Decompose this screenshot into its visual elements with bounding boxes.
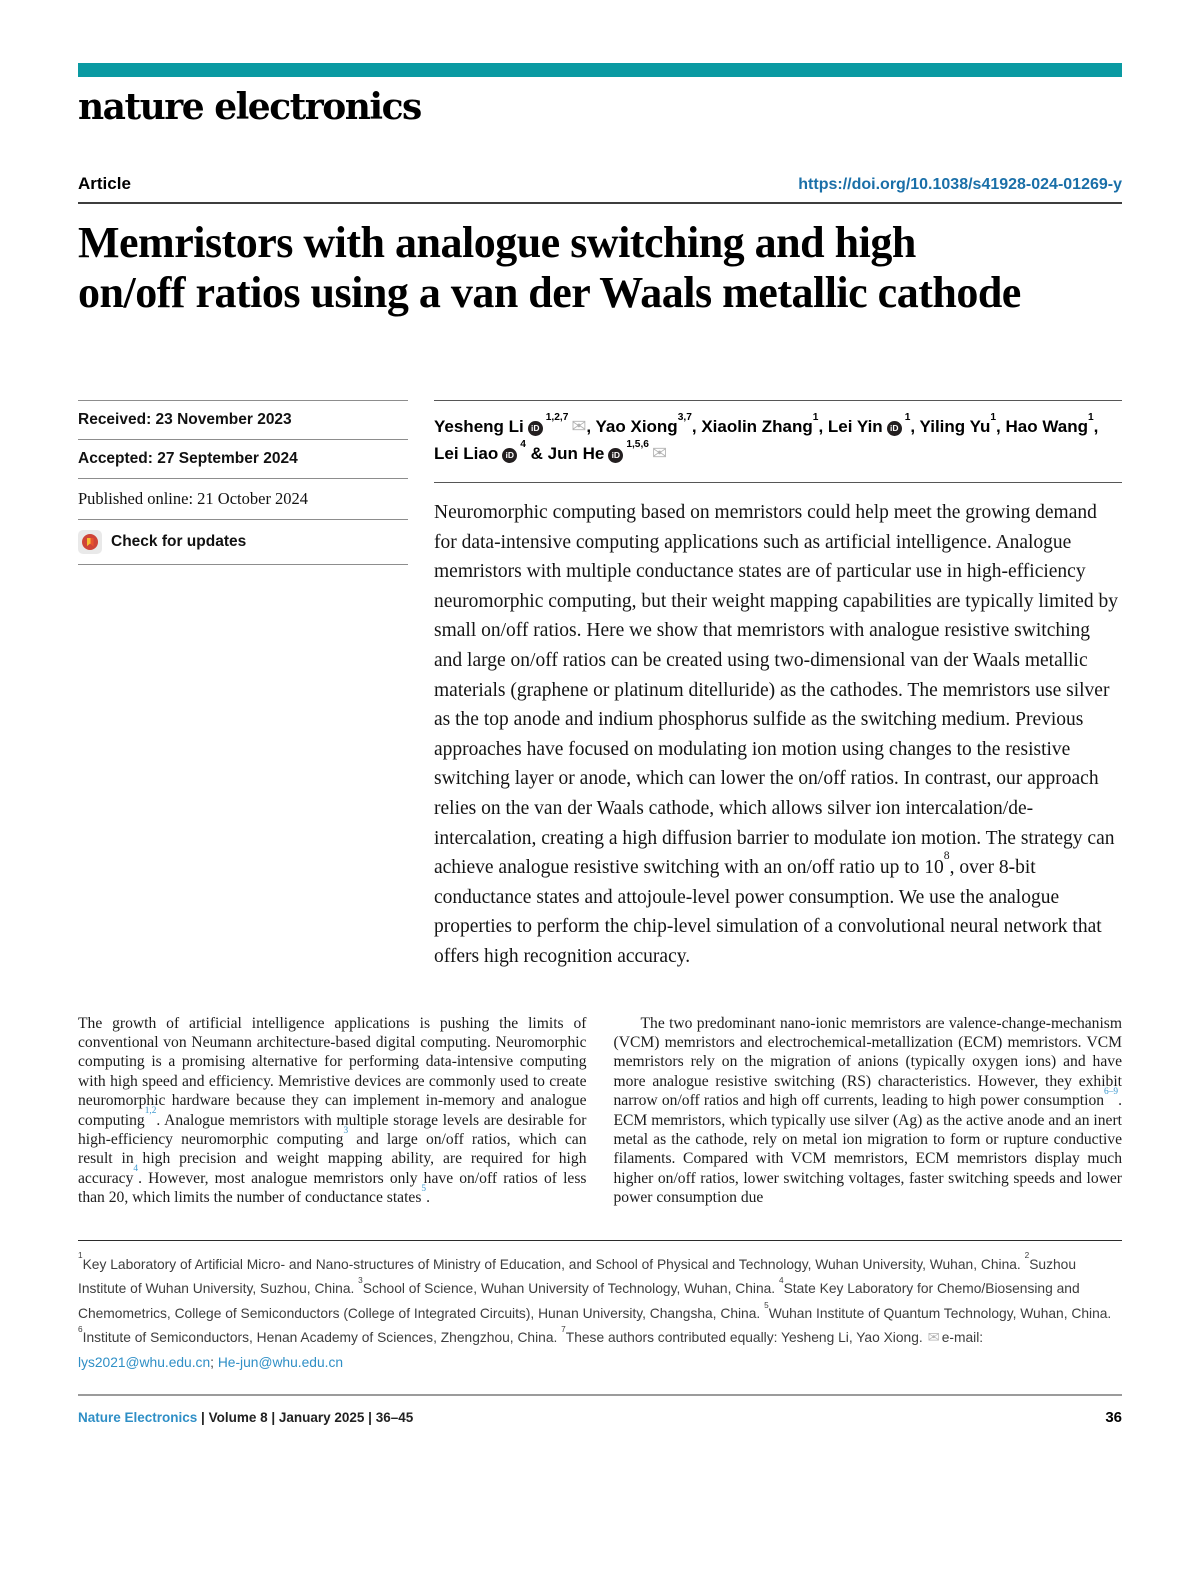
published-date: Published online: 21 October 2024: [78, 478, 408, 519]
footer-journal-link[interactable]: Nature Electronics: [78, 1409, 198, 1425]
article-type-label: Article: [78, 174, 131, 193]
superscript: 1: [904, 411, 911, 423]
superscript: 3,7: [677, 411, 692, 423]
page-footer: [78, 1394, 1122, 1426]
superscript: 2: [1024, 1251, 1030, 1261]
journal-logo: nature electronics: [78, 86, 421, 128]
body-column-left: [78, 1014, 587, 1208]
abstract: Neuromorphic computing based on memristors could help meet the growing demand for data-intensive computing applications such as artificial intelligence. Analogue memristors with multiple conductance states are of particular use in high-efficiency neuromorphic computing, but their weight mapping capabilities are typically limited by small on/off ratios. Here we show that memristors with analogue resistive switching and large on/off ratios can be created using two-dimensional van der Waals metallic materials (graphene or platinum ditelluride) as the cathodes. The memristors use silver as the top anode and indium phosphorus sulfide as the switching medium. Previous approaches have focused on modulating ion motion using changes to the resistive switching layer or anode, which can lower the on/off ratios. In contrast, our approach relies on the van der Waals cathode, which allows silver ion intercalation/de-intercalation, creating a high diffusion barrier to modulate ion motion. The strategy can achieve analogue resistive switching with an on/off ratio up to $10^8$, over 8-bit conductance states and attojoule-level power consumption. We use the analogue properties to perform the chip-level simulation of a convolutional neural network that offers high recognition accuracy.: [434, 482, 1122, 972]
orcid-icon[interactable]: iD: [887, 421, 902, 436]
received-date: Received: 23 November 2023: [78, 400, 408, 439]
citation-ref[interactable]: 4: [133, 1164, 139, 1175]
superscript: 1,2,7: [545, 411, 569, 423]
citation-ref[interactable]: 5: [421, 1183, 427, 1194]
brand-accent-bar: [78, 63, 1122, 77]
superscript: 4: [778, 1276, 784, 1286]
superscript: 1: [812, 411, 819, 423]
email-link[interactable]: He-jun@whu.edu.cn: [217, 1354, 344, 1370]
superscript: 1: [990, 411, 997, 423]
email-icon[interactable]: ✉: [927, 1330, 940, 1347]
superscript: 1,5,6: [626, 438, 649, 450]
citation-ref[interactable]: 6–9: [1104, 1086, 1119, 1097]
superscript: 1: [1087, 411, 1094, 423]
orcid-icon[interactable]: iD: [528, 421, 543, 436]
orcid-icon[interactable]: iD: [608, 448, 623, 463]
body-text: [78, 1014, 1122, 1208]
email-link[interactable]: lys2021@whu.edu.cn: [78, 1354, 211, 1370]
accepted-date: Accepted: 27 September 2024: [78, 439, 408, 478]
author-list: Yesheng Li iD$^{1,2,7}$ ✉, Yao Xiong$^{3,7}$, Xiaolin Zhang$^1$, Lei Yin $iD^1$, Yiling Yu$^1$, Hao Wang$^1$, Lei Liao $iD^4$ & Jun He iD$^{1,5,6}$ ✉: [434, 400, 1122, 467]
superscript: 1: [78, 1251, 83, 1261]
check-for-updates-label: Check for updates: [111, 533, 247, 550]
superscript: 4: [520, 438, 526, 450]
body-column-right: [614, 1014, 1123, 1208]
article-header-row: [78, 174, 1122, 194]
crossmark-icon: [78, 530, 102, 554]
footer-citation: [78, 1410, 413, 1425]
right-column-top: [434, 400, 1122, 972]
footer-volume-info: | Volume 8 | January 2025 | 36–45: [197, 1409, 414, 1425]
superscript: 7: [561, 1325, 566, 1335]
citation-ref[interactable]: 3: [343, 1125, 349, 1136]
paragraph: The two predominant nano-ionic memristors are valence-change-mechanism (VCM) memristors and electrochemical-metallization (ECM) memristors. VCM memristors rely on the migration of anions (typically oxygen ions) and have more analogue resistive switching (RS) characteristics. However, they exhibit narrow on/off ratios and high off currents, leading to high power consumption$^{6-9}$. ECM memristors, which typically use silver (Ag) as the active anode and an inert metal as the cathode, rely on metal ion migration to form or rupture conductive filaments. Compared with VCM memristors, ECM memristors display much higher on/off ratios, lower switching voltages, faster switching speeds and lower power consumption due: [613, 1014, 1122, 1207]
page-title: Memristors with analogue switching and high on/off ratios using a van der Waals metallic cathode: [78, 218, 1021, 317]
orcid-icon[interactable]: iD: [502, 448, 517, 463]
doi-link[interactable]: https://doi.org/10.1038/s41928-024-01269-y: [798, 176, 1122, 193]
check-for-updates-button[interactable]: [78, 519, 408, 565]
affiliations-footnote: $^1$Key Laboratory of Artificial Micro- and Nano-structures of Ministry of Education, and School of Physical and Technology, Wuhan University, Wuhan, China. $^2$Suzhou Institute of Wuhan University, Suzhou, China. $^3$School of Science, Wuhan University of Technology, Wuhan, China. $^4$State Key Laboratory for Chemo/Biosensing and Chemometrics, College of Semiconductors (College of Integrated Circuits), Hunan University, Changsha, China. $^5$Wuhan Institute of Quantum Technology, Wuhan, China. $^6$Institute of Semiconductors, Henan Academy of Sciences, Zhengzhou, China. $^7$These authors contributed equally: Yesheng Li, Yao Xiong. ✉ e-mail: lys2021@whu.edu.cn; He-jun@whu.edu.cn: [78, 1240, 1122, 1376]
superscript: 5: [764, 1300, 769, 1310]
superscript: 8: [943, 849, 950, 863]
email-icon[interactable]: ✉: [651, 443, 667, 463]
article-dates-table: [78, 400, 408, 972]
superscript: 3: [358, 1276, 363, 1286]
citation-ref[interactable]: 1,2: [144, 1106, 157, 1117]
header-divider: [78, 202, 1122, 204]
paragraph: The growth of artificial intelligence applications is pushing the limits of conventional von Neumann architecture-based digital computing. Neuromorphic computing is a promising alternative for performing data-intensive computing with high speed and efficiency. Memristive devices are commonly used to create neuromorphic hardware because they can implement in-memory and analogue computing$^{1,2}$. Analogue memristors with multiple storage levels are desirable for high-efficiency neuromorphic computing$^3$ and large on/off ratios, which can result in high precision and weight mapping ability, are required for high accuracy$^4$. However, most analogue memristors only have on/off ratios of less than 20, which limits the number of conductance states$^5$.: [78, 1014, 587, 1207]
page-number: 36: [1105, 1408, 1122, 1426]
email-icon[interactable]: ✉: [571, 416, 587, 436]
info-section: [78, 400, 1122, 972]
superscript: 6: [78, 1325, 83, 1335]
